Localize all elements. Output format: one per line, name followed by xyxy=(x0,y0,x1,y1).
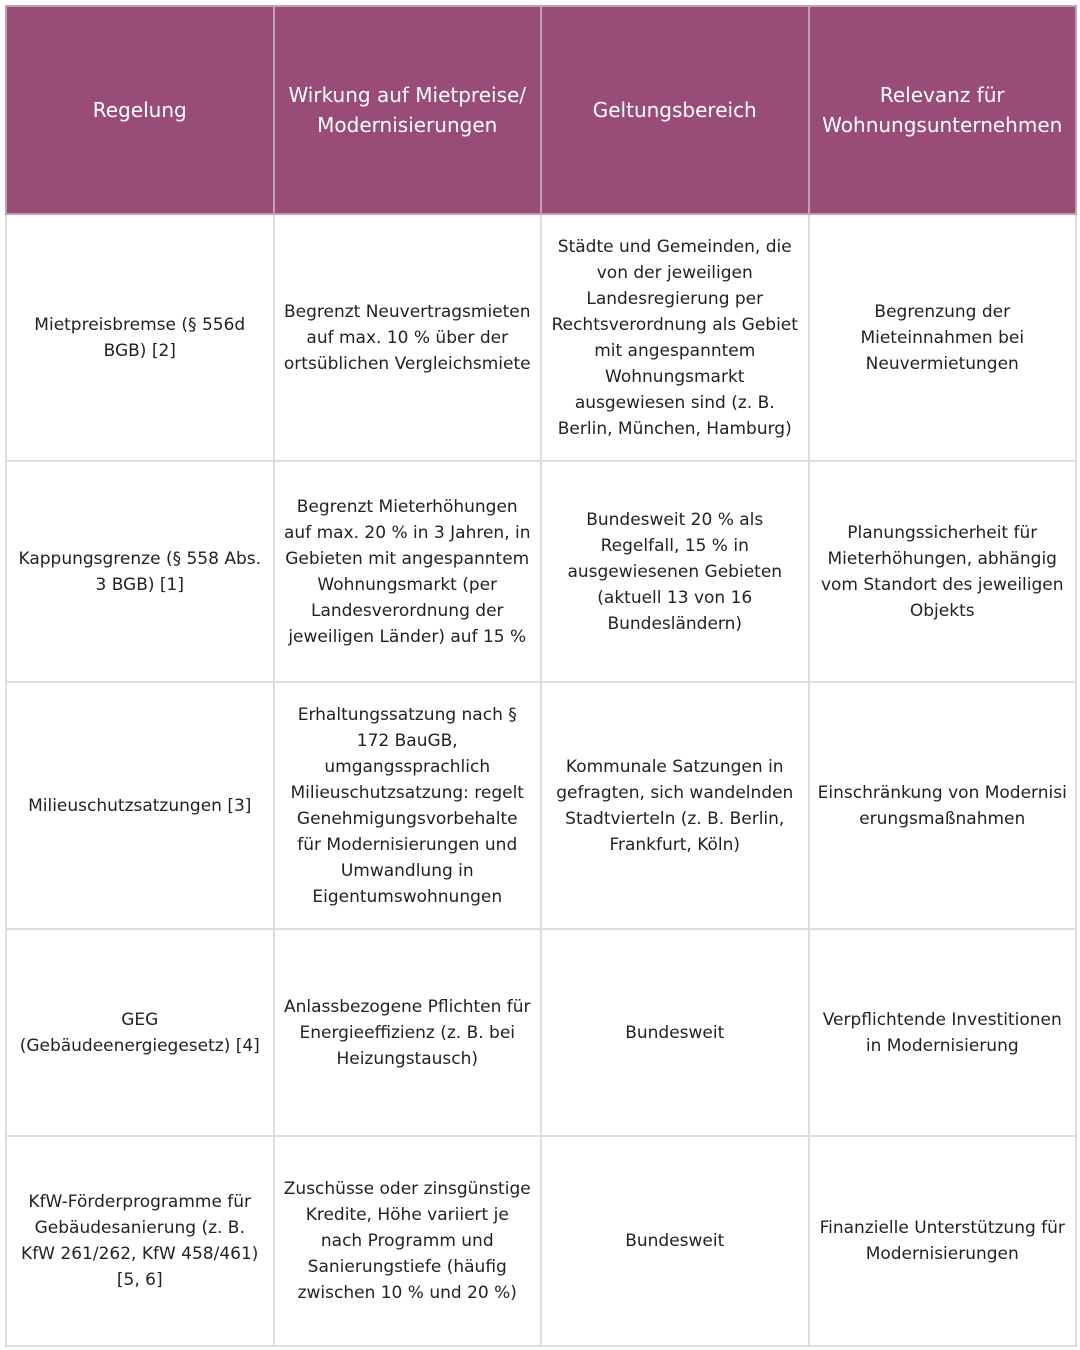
cell-wirkung: Anlassbezogene Pflichten für Energieeffizienz (z. B. bei Heizungstausch) xyxy=(274,929,542,1136)
cell-geltungsbereich: Bundesweit 20 % als Regelfall, 15 % in ausgewiesenen Gebieten (aktuell 13 von 16 Bundesländern) xyxy=(541,461,809,682)
table-row xyxy=(6,461,1076,682)
cell-regelung: GEG (Gebäudeenergiegesetz) [4] xyxy=(6,929,274,1136)
header-geltungsbereich: Geltungsbereich xyxy=(541,6,809,214)
cell-regelung: Mietpreisbremse (§ 556d BGB) [2] xyxy=(6,214,274,461)
table-row xyxy=(6,929,1076,1136)
cell-geltungsbereich: Bundesweit xyxy=(541,929,809,1136)
table-row xyxy=(6,682,1076,929)
regulation-table xyxy=(5,5,1077,1347)
cell-wirkung: Erhaltungssatzung nach § 172 BauGB, umgangssprachlich Milieuschutzsatzung: regelt Genehmigungsvorbehalte für Modernisierungen und Umwandlung in Eigentumswohnungen xyxy=(274,682,542,929)
table-row xyxy=(6,1136,1076,1346)
table-header-row xyxy=(6,6,1076,214)
cell-wirkung: Zuschüsse oder zinsgünstige Kredite, Höhe variiert je nach Programm und Sanierungstiefe (häufig zwischen 10 % und 20 %) xyxy=(274,1136,542,1346)
cell-regelung: Milieuschutzsatzungen [3] xyxy=(6,682,274,929)
cell-relevanz: Einschränkung von Modernisierungsmaßnahmen xyxy=(809,682,1077,929)
cell-geltungsbereich: Kommunale Satzungen in gefragten, sich wandelnden Stadtvierteln (z. B. Berlin, Frankfurt, Köln) xyxy=(541,682,809,929)
cell-wirkung: Begrenzt Mieterhöhungen auf max. 20 % in 3 Jahren, in Gebieten mit angespanntem Wohnungsmarkt (per Landesverordnung der jeweiligen Länder) auf 15 % xyxy=(274,461,542,682)
cell-relevanz: Verpflichtende Investitionen in Modernisierung xyxy=(809,929,1077,1136)
cell-geltungsbereich: Städte und Gemeinden, die von der jeweiligen Landesregierung per Rechtsverordnung als Gebiet mit angespanntem Wohnungsmarkt ausgewiesen sind (z. B. Berlin, München, Hamburg) xyxy=(541,214,809,461)
header-regelung: Regelung xyxy=(6,6,274,214)
table-row xyxy=(6,214,1076,461)
cell-relevanz: Planungssicherheit für Mieterhöhungen, abhängig vom Standort des jeweiligen Objekts xyxy=(809,461,1077,682)
cell-wirkung: Begrenzt Neuvertragsmieten auf max. 10 % über der ortsüblichen Vergleichsmiete xyxy=(274,214,542,461)
cell-regelung: Kappungsgrenze (§ 558 Abs. 3 BGB) [1] xyxy=(6,461,274,682)
cell-relevanz: Finanzielle Unterstützung für Modernisierungen xyxy=(809,1136,1077,1346)
cell-regelung: KfW-Förderprogramme für Gebäudesanierung (z. B. KfW 261/262, KfW 458/461) [5, 6] xyxy=(6,1136,274,1346)
cell-relevanz: Begrenzung der Mieteinnahmen bei Neuvermietungen xyxy=(809,214,1077,461)
header-wirkung: Wirkung auf Mietpreise/Modernisierungen xyxy=(274,6,542,214)
cell-geltungsbereich: Bundesweit xyxy=(541,1136,809,1346)
header-relevanz: Relevanz für Wohnungsunternehmen xyxy=(809,6,1077,214)
